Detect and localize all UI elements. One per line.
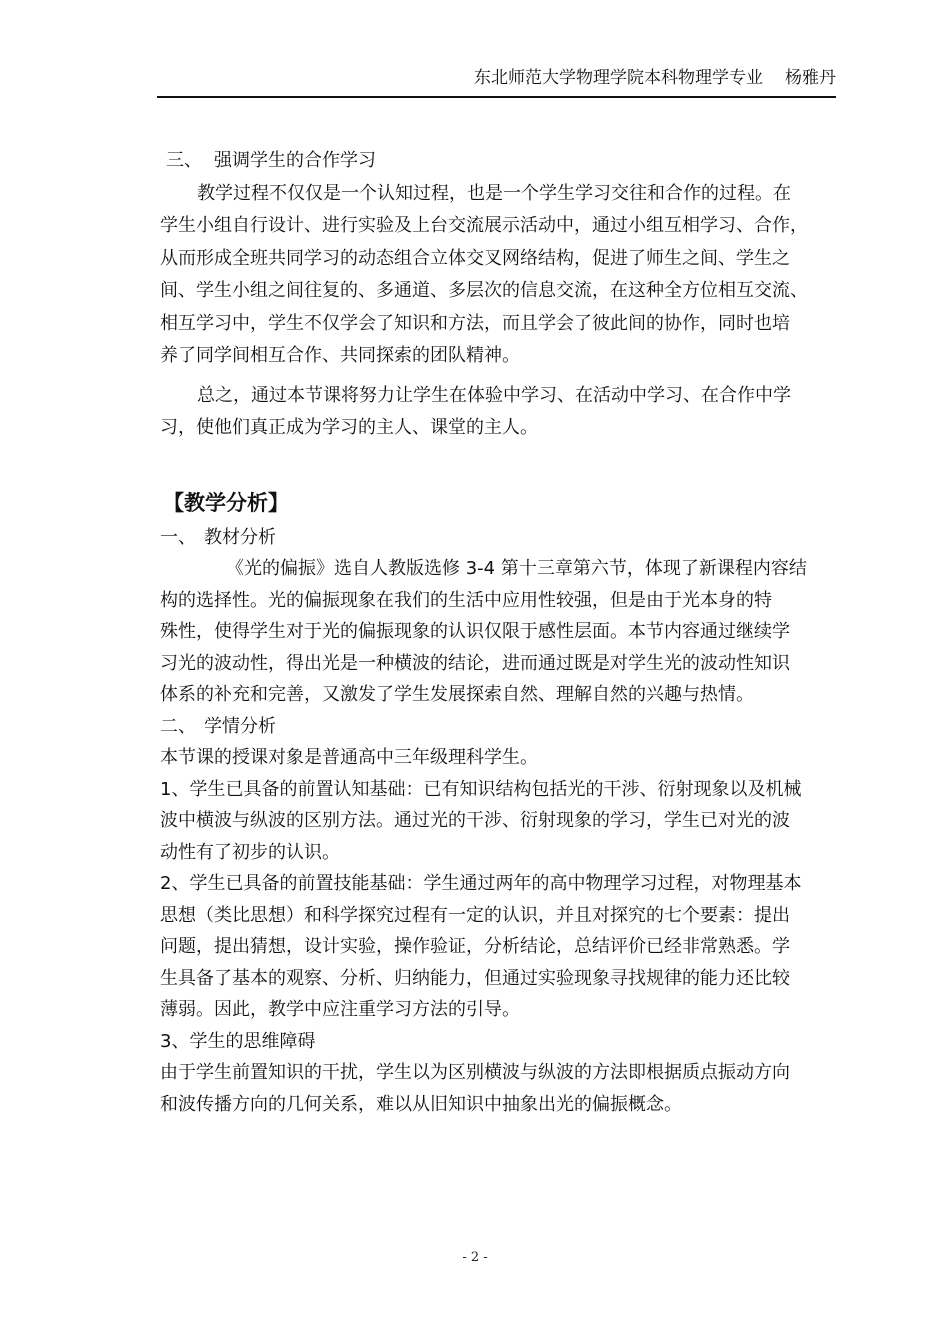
text-line: 薄弱。因此，教学中应注重学习方法的引导。 bbox=[160, 999, 520, 1020]
header-author: 杨雅丹 bbox=[785, 68, 836, 88]
header-rule bbox=[157, 96, 836, 98]
document-body bbox=[160, 145, 836, 1120]
learner-analysis-heading bbox=[160, 711, 836, 743]
text-line: 由于学生前置知识的干扰，学生以为区别横波与纵波的方法即根据质点振动方向 bbox=[160, 1062, 790, 1083]
text-line: 1、学生已具备的前置认知基础：已有知识结构包括光的干涉、衍射现象以及机械 bbox=[160, 778, 802, 800]
material-title: 教材分析 bbox=[204, 526, 276, 548]
teaching-analysis-title: 【教学分析】 bbox=[163, 490, 289, 515]
material-number: 一、 bbox=[160, 526, 196, 548]
text-line: 从而形成全班共同学习的动态组合立体交叉网络结构，促进了师生之间、学生之 bbox=[160, 247, 790, 269]
text-line: 殊性，使得学生对于光的偏振现象的认识仅限于感性层面。本节内容通过继续学 bbox=[160, 621, 790, 642]
section3-number: 三、 bbox=[166, 150, 202, 171]
learner-point-2 bbox=[160, 868, 836, 1026]
text-line: 2、学生已具备的前置技能基础：学生通过两年的高中物理学习过程，对物理基本 bbox=[160, 873, 802, 894]
page-header bbox=[157, 66, 836, 90]
header-institution: 东北师范大学物理学院本科物理学专业 bbox=[474, 68, 763, 88]
learner-point-3 bbox=[160, 1057, 836, 1120]
text-line: 思想（类比思想）和科学探究过程有一定的认识，并且对探究的七个要素：提出 bbox=[160, 904, 790, 926]
text-line: 和波传播方向的几何关系，难以从旧知识中抽象出光的偏振概念。 bbox=[160, 1093, 682, 1115]
text-line: 教学过程不仅仅是一个认知过程，也是一个学生学习交往和合作的过程。在 bbox=[197, 182, 791, 204]
text-line: 习光的波动性，得出光是一种横波的结论，进而通过既是对学生光的波动性知识 bbox=[160, 652, 790, 674]
section3-paragraph-1 bbox=[160, 178, 836, 373]
section3-heading bbox=[160, 145, 836, 178]
material-analysis-paragraph bbox=[160, 553, 836, 711]
text-line: 间、学生小组之间往复的、多通道、多层次的信息交流，在这种全方位相互交流、 bbox=[160, 280, 808, 301]
learner-number: 二、 bbox=[160, 715, 196, 737]
learner-point-3-title: 3、学生的思维障碍 bbox=[160, 1030, 316, 1052]
text-line: 《光的偏振》选自人教版选修 3-4 第十三章第六节，体现了新课程内容结 bbox=[226, 558, 807, 579]
learner-point-1 bbox=[160, 774, 836, 869]
text-line: 总之，通过本节课将努力让学生在体验中学习、在活动中学习、在合作中学 bbox=[197, 384, 791, 406]
learner-intro: 本节课的授课对象是普通高中三年级理科学生。 bbox=[160, 747, 538, 768]
text-line: 学生小组自行设计、进行实验及上台交流展示活动中，通过小组互相学习、合作， bbox=[160, 215, 808, 236]
section3-paragraph-2 bbox=[160, 380, 836, 445]
section3-title: 强调学生的合作学习 bbox=[214, 150, 376, 171]
text-line: 相互学习中，学生不仅学会了知识和方法，而且学会了彼此间的协作，同时也培 bbox=[160, 312, 790, 334]
text-line: 问题，提出猜想，设计实验，操作验证，分析结论，总结评价已经非常熟悉。学 bbox=[160, 936, 790, 957]
text-line: 养了同学间相互合作、共同探索的团队精神。 bbox=[160, 345, 520, 366]
text-line: 波中横波与纵波的区别方法。通过光的干涉、衍射现象的学习，学生已对光的波 bbox=[160, 810, 790, 831]
learner-title: 学情分析 bbox=[204, 715, 276, 737]
text-line: 构的选择性。光的偏振现象在我们的生活中应用性较强，但是由于光本身的特 bbox=[160, 589, 772, 611]
page-number: - 2 - bbox=[462, 1250, 488, 1265]
text-line: 习，使他们真正成为学习的主人、课堂的主人。 bbox=[160, 417, 538, 438]
material-analysis-heading bbox=[160, 522, 836, 554]
text-line: 生具备了基本的观察、分析、归纳能力，但通过实验现象寻找规律的能力还比较 bbox=[160, 967, 790, 989]
text-line: 动性有了初步的认识。 bbox=[160, 841, 340, 863]
text-line: 体系的补充和完善，又激发了学生发展探索自然、理解自然的兴趣与热情。 bbox=[160, 684, 754, 705]
